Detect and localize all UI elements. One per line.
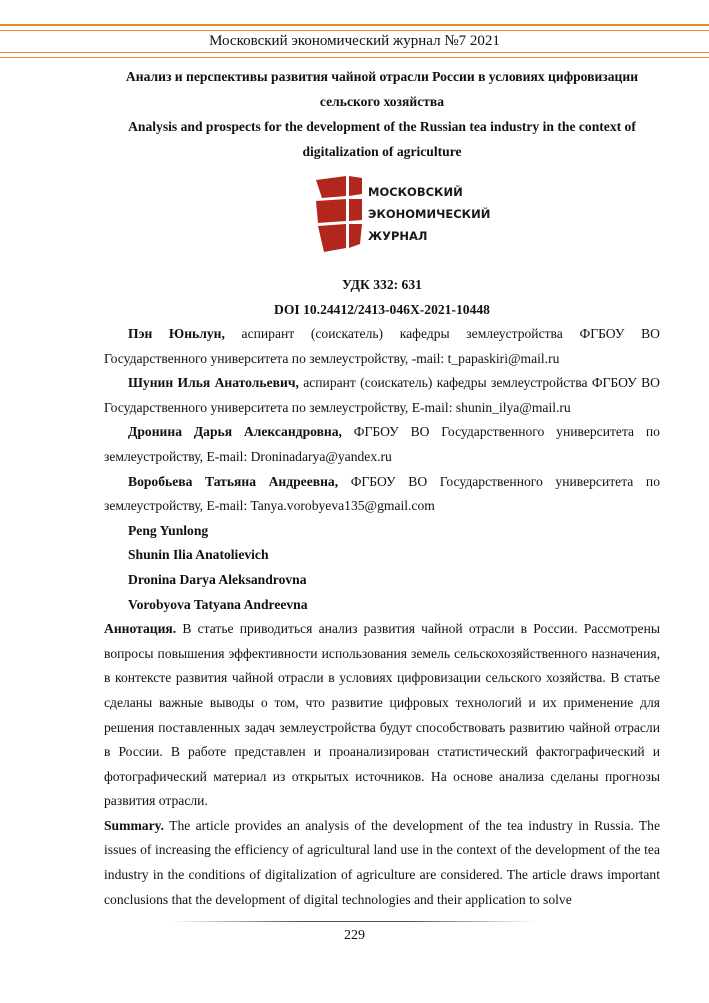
author-ru-details: ФГБОУ ВО Государственного университета по землеустройству, E-mail: Tanya.vorobyeva135@gmail.com [104, 473, 660, 514]
author-ru-name: Дронина Дарья Александровна, [128, 424, 342, 440]
logo-text-line2: ЭКОНОМИЧЕСКИЙ [368, 207, 491, 221]
author-ru-details: аспирант (соискатель) кафедры землеустройства ФГБОУ ВО Государственного университета по землеустройству, -mail: t_papaskiri@mail.ru [104, 326, 660, 366]
author-ru-1 [104, 322, 660, 371]
author-ru-details: аспирант (соискатель) кафедры землеустройства ФГБОУ ВО Государственного университета по землеустройству, E-mail: shunin_ilya@mail.ru [104, 375, 660, 415]
author-ru-name: Воробьева Татьяна Андреевна, [128, 473, 339, 489]
summary [104, 814, 660, 912]
author-ru-name: Пэн Юньлун, [128, 326, 225, 341]
annotation [104, 617, 660, 814]
logo-text-line1: МОСКОВСКИЙ [368, 185, 463, 199]
author-ru-3 [104, 420, 660, 469]
title-ru-line1: Анализ и перспективы развития чайной отрасли России в условиях цифровизации [125, 69, 639, 84]
author-en-2: Shunin Ilia Anatolievich [128, 547, 269, 563]
author-en-4: Vorobyova Tatyana Andreevna [128, 596, 308, 612]
doi: DOI 10.24412/2413-046Х-2021-10448 [274, 302, 490, 317]
udk: УДК 332: 631 [342, 277, 422, 292]
author-ru-details: ФГБОУ ВО Государственного университета по землеустройству, E-mail: Droninadarya@yandex.ru [104, 424, 660, 464]
header-rule-top-thin [0, 30, 709, 31]
annotation-label: Аннотация. [104, 621, 177, 637]
author-en-1: Peng Yunlong [128, 522, 209, 538]
annotation-text: В статье приводиться анализ развития чайной отрасли в России. Рассмотрены вопросы повышения эффективности использования земель сельскохозяйственного назначения, в контексте развития чайной отрасли в условиях цифровизации сельского хозяйства. В статье сделаны важные выводы о том, что развитие цифровых технологий и их применение для решения поставленных задач землеустройства будут способствовать развитию чайной отрасли в России. В работе представлен и проанализирован статистический фактографический и фотографический материал из открытых источников. На основе анализа сделаны прогнозы развития отрасли. [104, 621, 660, 809]
summary-label: Summary. [104, 817, 165, 833]
page-number: 229 [344, 928, 365, 943]
author-en-3: Dronina Darya Aleksandrovna [128, 571, 307, 587]
author-ru-2 [104, 371, 660, 420]
title-en-line1: Analysis and prospects for the development of the Russian tea industry in the context of [128, 119, 636, 134]
article-content [104, 64, 660, 912]
author-ru-4 [104, 470, 660, 519]
title-en [104, 114, 660, 164]
journal-header: Московский экономический журнал №7 2021 [209, 33, 500, 49]
journal-logo [312, 174, 491, 258]
summary-text: The article provides an analysis of the development of the tea industry in Russia. The issues of increasing the efficiency of agricultural land use in the context of the development of the tea industry in the conditions of digitalization of agriculture are considered. The article draws important conclusions that the development of digital technologies and their application to solve [104, 817, 660, 907]
header-rule-top [0, 24, 709, 26]
title-ru [104, 64, 660, 114]
header-rule-bottom-thin [0, 57, 709, 58]
logo-mark-icon [316, 176, 362, 252]
footer-rule [172, 921, 537, 922]
author-ru-name: Шунин Илья Анатольевич, [128, 375, 299, 391]
logo-text-line3: ЖУРНАЛ [368, 229, 428, 243]
title-ru-line2: сельского хозяйства [319, 94, 445, 109]
title-en-line2: digitalization of agriculture [302, 144, 462, 159]
header-rule-bottom [0, 52, 709, 53]
